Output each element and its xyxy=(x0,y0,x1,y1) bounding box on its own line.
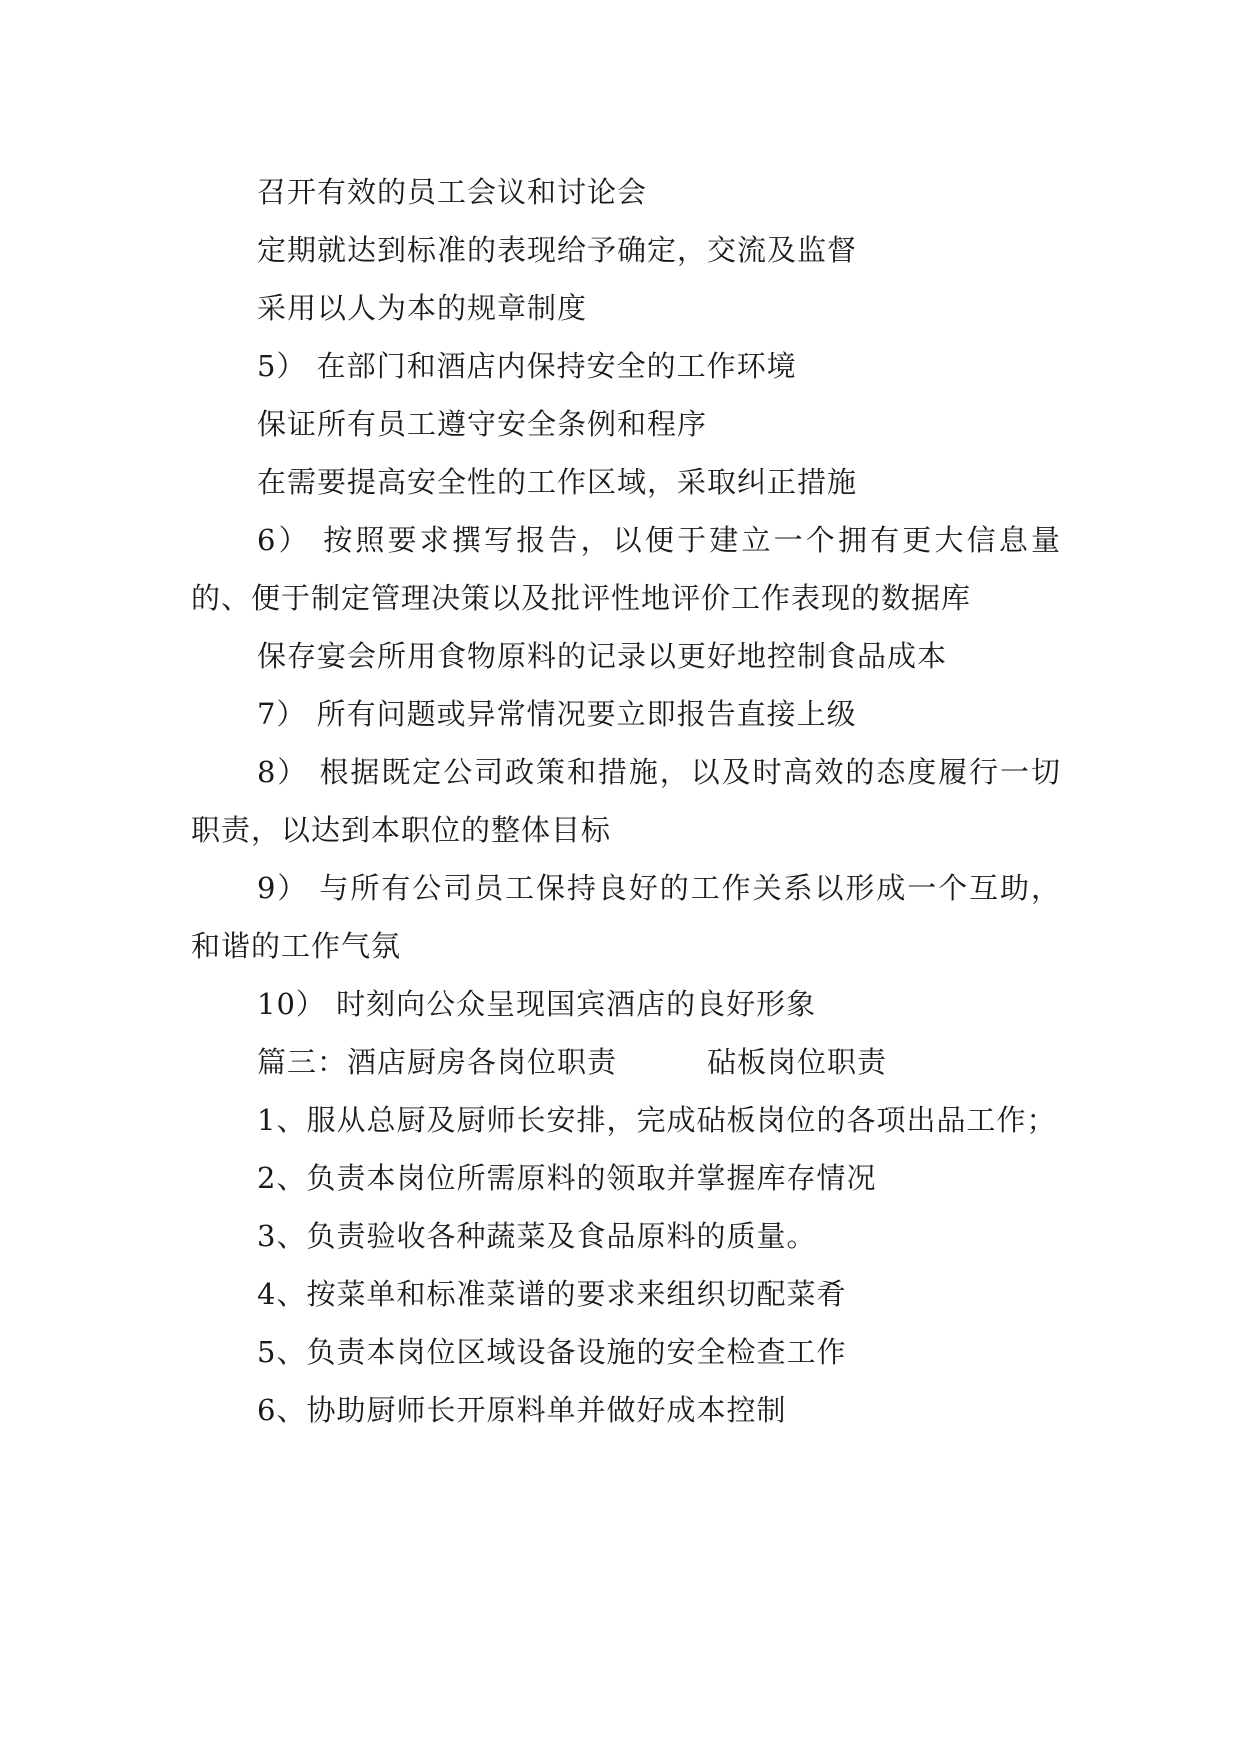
section-heading-kitchen-duties: 篇三：酒店厨房各岗位职责 砧板岗位职责 xyxy=(257,1045,888,1079)
paragraph-performance-review: 定期就达到标准的表现给予确定，交流及监督 xyxy=(257,233,858,267)
paragraph-duty-3: 3、负责验收各种蔬菜及食品原料的质量。 xyxy=(257,1219,817,1253)
paragraph-duty-2: 2、负责本岗位所需原料的领取并掌握库存情况 xyxy=(257,1161,877,1195)
paragraph-safety-compliance: 保证所有员工遵守安全条例和程序 xyxy=(257,407,708,441)
paragraph-corrective-measures: 在需要提高安全性的工作区域，采取纠正措施 xyxy=(257,465,858,499)
paragraph-duty-4: 4、按菜单和标准菜谱的要求来组织切配菜肴 xyxy=(257,1277,847,1311)
paragraph-staff-meetings: 召开有效的员工会议和讨论会 xyxy=(257,175,648,209)
paragraph-item-10-image: 10） 时刻向公众呈现国宾酒店的良好形象 xyxy=(257,987,817,1021)
paragraph-food-cost-records: 保存宴会所用食物原料的记录以更好地控制食品成本 xyxy=(257,639,948,673)
paragraph-item-6-reports: 6） 按照要求撰写报告，以便于建立一个拥有更大信息量的、便于制定管理决策以及批评性地评价工作表现的数据库 xyxy=(191,523,1061,615)
paragraph-duty-1: 1、服从总厨及厨师长安排，完成砧板岗位的各项出品工作； xyxy=(257,1103,1057,1137)
paragraph-duty-5: 5、负责本岗位区域设备设施的安全检查工作 xyxy=(257,1335,847,1369)
paragraph-item-8-duties: 8） 根据既定公司政策和措施，以及时高效的态度履行一切职责，以达到本职位的整体目标 xyxy=(191,755,1061,847)
paragraph-duty-6: 6、协助厨师长开原料单并做好成本控制 xyxy=(257,1393,787,1427)
paragraph-item-9-relationships: 9） 与所有公司员工保持良好的工作关系以形成一个互助，和谐的工作气氛 xyxy=(191,871,1061,963)
paragraph-people-oriented-rules: 采用以人为本的规章制度 xyxy=(257,291,588,325)
paragraph-item-7-escalation: 7） 所有问题或异常情况要立即报告直接上级 xyxy=(257,697,857,731)
document-body xyxy=(191,163,1061,1439)
paragraph-item-5-safety: 5） 在部门和酒店内保持安全的工作环境 xyxy=(257,349,797,383)
